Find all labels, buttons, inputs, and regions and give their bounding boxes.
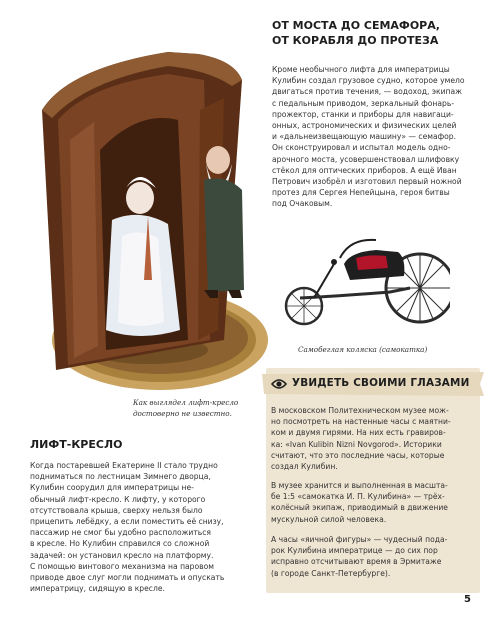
section-title-line: ОТ МОСТА ДО СЕМАФОРА, [272,19,440,32]
inventions-paragraph [272,64,487,210]
self-propelled-carriage-illustration [280,228,450,338]
text-line: двигаться против течения, — водоход, экипаж [272,87,462,97]
text-line: В музее хранится и выполненная в масшта- [271,481,448,490]
section-title-lift: ЛИФТ-КРЕСЛО [30,438,123,451]
text-line: Кулибин создал грузовое судно, которое умело [272,76,465,86]
carriage-caption: Самобеглая коляска (самокатка) [298,345,428,354]
panel-title: УВИДЕТЬ СВОИМИ ГЛАЗАМИ [292,377,470,389]
text-line: В московском Политехническом музее мож- [271,406,449,415]
text-line: Когда постаревшей Екатерине II стало трудно [30,461,218,470]
text-line: приводе двое слуг могли поднимать и опускать [30,573,225,583]
text-line: прожектор, станки и приборы для навигаци- [272,109,454,119]
text-line: колёсный экипаж, приводимый в движение [271,503,448,513]
text-line: подниматься по лестницам Зимнего дворца, [30,472,211,482]
panel-paragraph-carriage [271,480,477,525]
section-title-bridge [272,18,440,48]
text-line: Кроме необычного лифта для императрицы [272,65,450,74]
panel-paragraph-egg-clock [271,534,477,579]
caption-line: достоверно не известно. [133,409,232,418]
text-line: под Очаковым. [272,199,333,209]
text-line: прицепить лебёдку, а если поместить её снизу, [30,517,224,527]
text-line: исправно отсчитывают время в Эрмитаже [271,557,442,567]
text-line: онных, астрономических и физических целей [272,121,457,131]
text-line: протез для Сергея Непейцына, героя битвы [272,188,450,198]
text-line: стёкол для оптических приборов. А ещё Иван [272,165,457,175]
text-line: Петрович изобрёл и изготовил первый ножной [272,177,462,187]
text-line: ка: «Ivan Kulibin Nizni Novgorod». Историки [271,439,442,449]
text-line: отсутствовала крыша, сверху нельзя было [30,505,203,515]
text-line: создал Кулибин. [271,462,338,472]
text-line: и «дальнеизвещающую машину» — семафор. [272,132,457,142]
text-line: ком и двумя гирями. На них есть гравиров- [271,428,446,438]
text-line: арочного моста, усовершенствовал шлифовку [272,154,460,164]
panel-paragraph-clock [271,405,477,472]
lift-caption [133,397,238,419]
text-line: но посмотреть на настенные часы с маятни- [271,417,451,427]
text-line: Кулибин соорудил для императрицы не- [30,483,194,493]
eye-icon [271,377,287,391]
text-line: С помощью винтового механизма на паровом [30,561,215,571]
text-line: императрицу, сидящую в кресле. [30,584,165,594]
page-number: 5 [464,594,471,605]
lift-chair-illustration [28,40,268,400]
text-line: в кресле. Но Кулибин справился со сложной [30,539,210,549]
text-line: с педальным приводом, зеркальный фонарь- [272,98,455,108]
section-title-line: ОТ КОРАБЛЯ ДО ПРОТЕЗА [272,34,439,47]
text-line: мускульной силой человека. [271,514,387,524]
text-line: бе 1:5 «самокатка И. П. Кулибина» — трёх- [271,492,445,502]
text-line: А часы «яичной фигуры» — чудесный пода- [271,535,448,544]
text-line: (в городе Санкт-Петербурге). [271,568,391,578]
text-line: пассажир не смог бы удобно расположиться [30,528,212,538]
text-line: рок Кулибина императрице — до сих пор [271,546,438,556]
text-line: Он сконструировал и испытал модель одно- [272,143,451,153]
text-line: обычный лифт-кресло. К лифту, у которого [30,494,206,504]
caption-line: Как выглядел лифт-кресло [133,398,239,407]
lift-paragraph [30,460,255,594]
text-line: задачей: он установил кресло на платформу. [30,550,214,560]
text-line: считают, что это последние часы, которые [271,450,445,460]
